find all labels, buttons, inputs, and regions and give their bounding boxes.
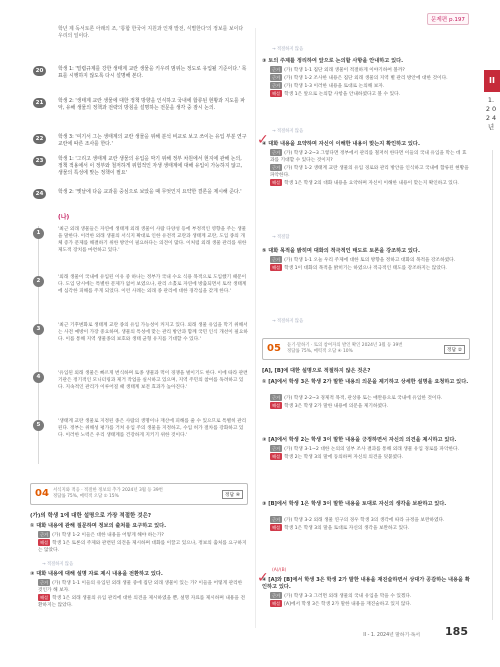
page-number: 185 bbox=[445, 625, 468, 638]
choice-explanation bbox=[270, 394, 470, 410]
question-text: 학생 1: '밀렵규제를 강한 생태계 교란 생물을 키우려 범위는 정도로 유입될 기준이다.' 목표를 시행하지 않도록 다시 설명해 본다. bbox=[58, 66, 247, 80]
explanation-text: [A]에서 학생 3은 학생 2가 말한 내용을 재진술하고 있지 않다. bbox=[284, 602, 412, 607]
evidence-text: (가) 학생 3-1~2 대한 논의의 일부 조사 결과를 통해 외래 생물 유입 경로를 파악한다. bbox=[284, 447, 460, 452]
explanation-text: 학생 1은 학생 2의 대화 내용을 요약하며 자신이 이해한 내용이 맞는지 확인하고 있다. bbox=[284, 181, 459, 186]
label-tag: 근거 bbox=[272, 257, 281, 262]
choice-explanation bbox=[270, 149, 470, 187]
evidence-text: (가) 학생 1-2 생태계 교란 생물의 유입 경로와 관리 방안을 인식하고 국내에 합류된 현황을 파악한다. bbox=[270, 166, 469, 178]
question-box-meta bbox=[53, 488, 163, 501]
question-box-number: 04 bbox=[35, 488, 49, 499]
label-tag: 근거 bbox=[272, 165, 281, 170]
evidence-text: (가) 학생 1-2 조사한 내용은 집단 외래 생물의 지역 별 관리 방안에 대한 것이다. bbox=[284, 76, 448, 81]
section-title: (나) bbox=[58, 214, 70, 221]
label-tag: 해설 bbox=[272, 265, 281, 270]
evidence-text: (가) 학생 3-2 외래 생물 연구의 경우 학생 3의 생각에 따라 규정을 보완하였다. bbox=[284, 518, 445, 523]
paragraph-text: '유입된 외래 생물은 빠르게 번식하며 토종 생물과 먹이 경쟁을 벌이기도 한다. 이에 따라 관련 기관은 정기적인 모니터링과 제거 작업을 실시하고 있으며, 지역 주민의 참여를 독려하고 있다. 지속적인 관리가 이루어질 때 생태계 보전 효과가 높아진다.' bbox=[58, 371, 248, 391]
choice-heading: ② [A]에서 학생 2는 학생 3이 말한 내용을 긍정하면서 자신의 의견을 제시하고 있다. bbox=[262, 437, 457, 443]
question-meta-line: 정답률 75%, 매력적 오답 ④ 10% bbox=[287, 349, 353, 355]
choice-heading: ③ 토의 주제를 정리하여 앞으로 논의할 사항을 안내하고 있다. bbox=[262, 58, 404, 64]
question-meta-line: 정답률 75%, 매력적 오답 ② 15% bbox=[53, 494, 119, 500]
column-divider bbox=[255, 28, 256, 628]
evidence-text: (가) 학생 1-1 오늘 우리 주제에 대한 토의 방향을 정하고 대화의 목적을 강조하였다. bbox=[284, 258, 456, 263]
question-box-number: 05 bbox=[267, 343, 281, 354]
choice-explanation bbox=[38, 531, 248, 554]
question-text: 학생 2: '생태계 교란 생물에 대한 정책 방향을 인식하고 국내에 합류된 현황과 지도를 파악, 유해 생물의 정책과 전략의 방침을 설명하는 전문을 생각 중 잠시 논의. bbox=[58, 98, 245, 112]
paragraph-text: '최근 기후변화로 생태계 교란 종의 유입 가능성이 커지고 있다. 외래 생물 유입을 막기 위해서는 사전 예방이 가장 중요하며, 생물의 특성에 맞는 관리 방안과 함께 국민 인식 개선이 필요하다. 이를 통해 지역 생물종의 보호와 생태 균형 유지를 기대할 수 있다.' bbox=[58, 323, 248, 343]
label-tag: 근거 bbox=[40, 580, 49, 585]
label-tag: 해설 bbox=[272, 91, 281, 96]
evidence-text: (가) 학생 2-2~3 경제적 목적, 관상용 또는 애완용으로 국내에 유입한 것이다. bbox=[284, 396, 443, 401]
choice-explanation bbox=[270, 256, 470, 272]
evidence-text: (가) 학생 1-3 이러한 내용을 토대로 논의해 보자. bbox=[284, 84, 385, 89]
paragraph-number: 2 bbox=[33, 276, 44, 287]
check-mark-icon: ✓ bbox=[257, 570, 269, 586]
question-number: 24 bbox=[33, 189, 46, 199]
label-tag: 근거 bbox=[40, 532, 49, 537]
footer-book-title: II - 1. 2024년 말하기·독서 bbox=[363, 633, 420, 638]
paragraph-number: 5 bbox=[33, 420, 44, 431]
explanation-text: 학생 1은 학생 3의 말을 토대로 자신의 생각을 보완하고 있다. bbox=[284, 526, 410, 531]
explanation-text: 학생 1이 대화의 목적을 밝히기는 하였으나 적극적인 태도를 강조하지는 않았다. bbox=[284, 266, 447, 271]
label-tag: 근거 bbox=[272, 395, 281, 400]
question-number: 23 bbox=[33, 156, 46, 166]
label-tag: 근거 bbox=[272, 593, 281, 598]
answer-reference[interactable]: 문제편 p.197 bbox=[427, 13, 469, 25]
paragraph-number: 3 bbox=[33, 324, 44, 335]
chapter-badge[interactable]: II bbox=[484, 70, 500, 92]
question-stem: (가)의 학생 1에 대한 설명으로 가장 적절한 것은? bbox=[30, 513, 152, 519]
label-tag: 해설 bbox=[272, 601, 281, 606]
handwritten-annotation: (A)/(B) bbox=[272, 568, 287, 573]
paragraph-number: 1 bbox=[33, 228, 44, 239]
question-number: 22 bbox=[33, 134, 46, 144]
choice-explanation bbox=[38, 579, 248, 609]
question-box-04 bbox=[30, 483, 248, 505]
choice-heading: ④ [A]와 [B]에서 학생 3은 학생 2가 말한 내용을 재진술하면서 상대가 공감하는 내용을 확인하고 있다. bbox=[262, 577, 470, 590]
verdict-tip: → 적절하지 않음 bbox=[272, 47, 304, 52]
choice-heading: ② 대화 내용에 대해 설명 자료 제시 내용을 전환하고 있다. bbox=[30, 571, 163, 577]
chapter-label: 1. 2 0 2 4 년 bbox=[485, 96, 497, 131]
evidence-text: (가) 학생 1-1 집단 외래 생물이 적절하게 이야기하여 볼까? bbox=[284, 68, 405, 73]
evidence-text: (가) 학생 1-1 이들의 유입된 외래 생물 중에 집단 외래 생물이 있는 가? 이들을 어떻게 관리한 것인가 해 보자. bbox=[38, 581, 243, 593]
label-tag: 해설 bbox=[40, 595, 49, 600]
label-tag: 근거 bbox=[272, 446, 281, 451]
question-box-05 bbox=[262, 338, 470, 360]
evidence-text: (가) 학생 3-3 그러면 외래 생물의 국내 유입을 막을 수 있겠다. bbox=[284, 594, 412, 599]
question-text: 학생 1: '그리고 생태계 교란 생물의 유입을 막기 위해 정부 차원에서 현지에 관해 논의, 정책 적용에서 이 정부와 철저하게 위험적인 자생 생태계에 대해 유입이 가능하지 않고, 생물의 특성에 맞는 정책이 필요' bbox=[58, 156, 243, 177]
question-box-meta bbox=[287, 343, 403, 356]
paragraph-text: '최근 외래 생물들은 자연에 생태계 외래 생물이 사람 다양성 등에 부정적인 영향을 주는 생물을 말한다. 이러한 외래 생물의 서식지 확대로 인한 유전적 교란과 생태계 교란, 도입 종의 개체 증가 문제를 해결하기 위한 방안이 필요하다는 의견이 많다. 이처럼 외래 생물 관리를 위한 제도적 장치를 마련하고 있다.' bbox=[58, 227, 247, 254]
choice-heading: ③ [B]에서 학생 1은 학생 3이 말한 내용을 토대로 자신의 생각을 보완하고 있다. bbox=[262, 501, 447, 507]
verdict-tip: → 적절하지 않음 bbox=[272, 129, 304, 134]
choice-heading: ① 대화 내용에 관해 질문하며 정보의 출처를 요구하고 있다. bbox=[30, 523, 167, 529]
explanation-text: 학생 1은 토론의 주제와 관련된 의견을 제시하며 대화를 이끌고 있으나, 정보의 출처를 요구하지는 않았다. bbox=[38, 541, 247, 553]
question-meta-line: 듣기·말하기 · 토의 참여자의 발언 확인 2024년 3월 등 39번 bbox=[287, 343, 403, 348]
question-text: 학생 3: '여기서 그는 생태계의 교란 생물을 위해 분석 비교로 보고 쓰이는 유입 부분 연구 교란에 따른 조사를 한다.' bbox=[58, 134, 247, 148]
side-rule bbox=[492, 150, 493, 620]
label-tag: 근거 bbox=[272, 83, 281, 88]
choice-heading: ④ 대화 내용을 요약하며 자신이 이해한 내용이 맞는지 확인하고 있다. bbox=[262, 141, 420, 147]
label-tag: 근거 bbox=[272, 75, 281, 80]
label-tag: 해설 bbox=[272, 454, 281, 459]
question-meta-line: 서식지와 적응 · 적절한 정보의 추가 2024년 3월 등 39번 bbox=[53, 488, 163, 493]
choice-heading: ⑤ 대화 목적을 밝히며 대화의 적극적인 태도로 토론을 강조하고 있다. bbox=[262, 248, 420, 254]
question-stem: [A], [B]에 대한 설명으로 적절하지 않은 것은? bbox=[262, 368, 371, 374]
choice-explanation bbox=[270, 445, 470, 461]
label-tag: 근거 bbox=[272, 150, 281, 155]
question-number: 20 bbox=[33, 66, 46, 76]
label-tag: 해설 bbox=[272, 180, 281, 185]
label-tag: 근거 bbox=[272, 517, 281, 522]
evidence-text: (가) 학생 1-2 이들은 대한 내용을 어떻게 해야 하는가? bbox=[52, 533, 164, 538]
explanation-text: 학생 1은 외래 생물의 유입 관리에 대한 의견을 제시하였을 뿐, 설명 자료를 제시하며 내용을 전환하지는 않았다. bbox=[38, 596, 245, 608]
label-tag: 해설 bbox=[272, 525, 281, 530]
label-tag: 해설 bbox=[40, 540, 49, 545]
question-text: 학생 2: '옛날에 다음 교과를 중심으로 보았을 때 무엇인지 요약한 결론을 제시해 준다.' bbox=[58, 189, 242, 195]
answer-badge[interactable]: 정답 ④ bbox=[222, 490, 243, 499]
answer-badge[interactable]: 정답 ② bbox=[444, 345, 465, 354]
check-mark-icon: ✓ bbox=[257, 132, 269, 148]
label-tag: 해설 bbox=[272, 403, 281, 408]
choice-explanation bbox=[270, 516, 470, 532]
evidence-text: (가) 학생 2-2~3 그렇다면 정부에서 관리를 철저히 한다면 이들의 국내 유입을 막는 데 효과를 기대할 수 있다는 것이지? bbox=[270, 151, 467, 163]
choice-explanation bbox=[270, 592, 470, 608]
intro-text: 학년 제 독서토론 아래의 조, '통합 한국어 지원과 인재 발전, 식별한다'의 정보를 보이다 우리의 일이다. bbox=[58, 26, 244, 40]
explanation-text: 학생 2는 학생 3의 말에 동의하며 자신의 의견을 덧붙였다. bbox=[284, 455, 404, 460]
verdict-tip: → 적절하지 않음 bbox=[42, 562, 74, 567]
paragraph-text: '외래 생물이 국내에 유입된 이유 중 하나는 정부가 국내 수요 식용 목적으로 도입했기 때문이다. 도입 당시에는 특별한 문제가 없어 보였으나, 관리 소홀로 자연에 방출되면서 토착 생태계에 심각한 피해를 주게 되었다. 이런 사례는 외래 종 관리에 대한 경각심을 갖게 한다.' bbox=[58, 275, 247, 295]
choice-explanation bbox=[270, 66, 470, 98]
paragraph-number: 4 bbox=[33, 372, 44, 383]
paragraph-text: '생태계 교란 생물로 지정된 종은 사람의 생명이나 재산에 피해를 줄 수 있으므로 특별히 관리된다. 정부는 위해성 평가를 거쳐 유입 주의 생물을 지정하고, 수입 허가 절차를 강화하고 있다. 이러한 노력은 우리 생태계를 건강하게 지키기 위한 것이다.' bbox=[58, 419, 247, 439]
choice-heading: ① [A]에서 학생 3은 학생 2가 말한 내용의 의문을 제기하고 상세한 설명을 요청하고 있다. bbox=[262, 379, 469, 385]
label-tag: 근거 bbox=[272, 67, 281, 72]
explanation-text: 학생 3은 학생 2가 말한 내용에 의문을 제기하였다. bbox=[284, 404, 389, 409]
verdict-tip: → 적절하지 않음 bbox=[272, 319, 304, 324]
question-number: 21 bbox=[33, 98, 46, 108]
verdict-tip: → 적절함 bbox=[272, 235, 290, 240]
explanation-text: 학생 1은 앞으로 논의할 사항을 안내하였다고 볼 수 있다. bbox=[284, 92, 401, 97]
